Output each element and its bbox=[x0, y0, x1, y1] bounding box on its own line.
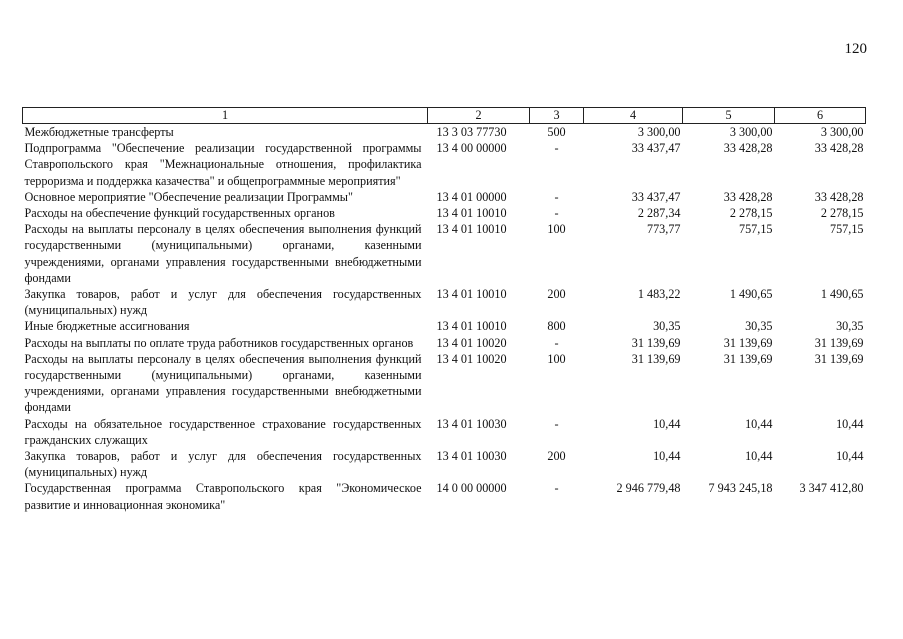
table-row bbox=[23, 480, 866, 512]
table-row bbox=[23, 416, 866, 448]
row-code: 13 4 01 10020 bbox=[436, 335, 507, 350]
row-value-3: 10,44 bbox=[836, 416, 864, 431]
row-value-1: 30,35 bbox=[653, 319, 681, 334]
row-value-3: 1 490,65 bbox=[820, 287, 864, 302]
row-expense-type: 800 bbox=[547, 319, 566, 334]
row-value-3: 33 428,28 bbox=[814, 141, 864, 156]
row-code: 13 4 01 00000 bbox=[436, 189, 507, 204]
row-name: Закупка товаров, работ и услуг для обеспечения государственных (муниципальных) нужд bbox=[24, 287, 422, 318]
row-name: Межбюджетные трансферты bbox=[24, 125, 174, 139]
row-code: 14 0 00 00000 bbox=[436, 481, 507, 496]
row-value-3: 2 278,15 bbox=[820, 206, 864, 221]
row-value-2: 10,44 bbox=[745, 416, 773, 431]
table-row bbox=[23, 205, 866, 221]
table-row bbox=[23, 335, 866, 351]
row-value-1: 10,44 bbox=[653, 449, 681, 464]
row-expense-type: 200 bbox=[547, 287, 566, 302]
row-value-2: 1 490,65 bbox=[729, 287, 773, 302]
column-header-1: 1 bbox=[23, 108, 428, 124]
row-value-3: 757,15 bbox=[829, 222, 864, 237]
row-value-2: 3 300,00 bbox=[729, 125, 773, 139]
row-code: 13 4 01 10010 bbox=[436, 319, 507, 334]
column-header-5: 5 bbox=[683, 108, 775, 124]
row-expense-type: - bbox=[554, 141, 559, 156]
row-value-1: 33 437,47 bbox=[631, 141, 681, 156]
row-expense-type: - bbox=[554, 206, 559, 221]
table-row bbox=[23, 351, 866, 416]
row-value-1: 2 287,34 bbox=[637, 206, 681, 221]
row-name: Расходы на обеспечение функций государственных органов bbox=[24, 206, 335, 221]
row-value-2: 31 139,69 bbox=[723, 335, 773, 350]
table-row bbox=[23, 140, 866, 189]
row-expense-type: - bbox=[554, 335, 559, 350]
table-row bbox=[23, 124, 866, 141]
table-row bbox=[23, 286, 866, 318]
row-value-2: 757,15 bbox=[738, 222, 773, 237]
column-header-6: 6 bbox=[775, 108, 866, 124]
row-code: 13 4 01 10010 bbox=[436, 287, 507, 302]
row-value-2: 7 943 245,18 bbox=[708, 481, 773, 496]
row-value-2: 30,35 bbox=[745, 319, 773, 334]
page-number: 120 bbox=[844, 41, 867, 57]
row-code: 13 4 01 10030 bbox=[436, 449, 507, 464]
row-value-3: 10,44 bbox=[836, 449, 864, 464]
row-value-1: 31 139,69 bbox=[631, 335, 681, 350]
row-value-3: 33 428,28 bbox=[814, 189, 864, 204]
row-value-2: 33 428,28 bbox=[723, 189, 773, 204]
row-value-1: 1 483,22 bbox=[637, 287, 681, 302]
column-header-3: 3 bbox=[530, 108, 584, 124]
row-name: Основное мероприятие "Обеспечение реализации Программы" bbox=[24, 189, 353, 204]
table-row bbox=[23, 189, 866, 205]
row-expense-type: 100 bbox=[547, 222, 566, 237]
row-value-1: 31 139,69 bbox=[631, 351, 681, 366]
row-value-3: 3 300,00 bbox=[820, 125, 864, 139]
row-code: 13 4 00 00000 bbox=[436, 141, 507, 156]
row-value-1: 3 300,00 bbox=[637, 125, 681, 139]
row-value-3: 3 347 412,80 bbox=[799, 481, 864, 496]
row-name: Расходы на выплаты персоналу в целях обеспечения выполнения функций государственными (муниципальными) органами, казенными учреждениями, органами управления государственными внебюджетными фондами bbox=[24, 351, 422, 415]
row-name: Государственная программа Ставропольского края "Экономическое развитие и инновационная экономика" bbox=[24, 481, 422, 512]
row-value-2: 31 139,69 bbox=[723, 351, 773, 366]
table-row bbox=[23, 318, 866, 334]
row-value-2: 33 428,28 bbox=[723, 141, 773, 156]
budget-table bbox=[22, 107, 866, 513]
row-name: Подпрограмма "Обеспечение реализации государственной программы Ставропольского края "Межнациональные отношения, профилактика терроризма и поддержка казачества" и общепрограммные мероприятия" bbox=[24, 141, 422, 188]
column-header-4: 4 bbox=[584, 108, 683, 124]
row-value-2: 2 278,15 bbox=[729, 206, 773, 221]
row-value-1: 10,44 bbox=[653, 416, 681, 431]
row-value-3: 31 139,69 bbox=[814, 335, 864, 350]
row-value-1: 2 946 779,48 bbox=[616, 481, 681, 496]
row-name: Расходы на выплаты персоналу в целях обеспечения выполнения функций государственными (муниципальными) органами, казенными учреждениями, органами управления государственными внебюджетными фондами bbox=[24, 222, 422, 285]
row-value-1: 33 437,47 bbox=[631, 189, 681, 204]
table-row bbox=[23, 221, 866, 286]
row-code: 13 4 01 10020 bbox=[436, 351, 507, 366]
row-expense-type: 500 bbox=[547, 125, 566, 139]
row-expense-type: 100 bbox=[547, 351, 566, 366]
column-header-2: 2 bbox=[428, 108, 530, 124]
row-code: 13 4 01 10010 bbox=[436, 222, 507, 237]
row-name: Закупка товаров, работ и услуг для обеспечения государственных (муниципальных) нужд bbox=[24, 449, 422, 480]
row-name: Расходы на выплаты по оплате труда работников государственных органов bbox=[24, 335, 414, 350]
row-value-2: 10,44 bbox=[745, 449, 773, 464]
row-value-3: 30,35 bbox=[836, 319, 864, 334]
row-code: 13 4 01 10010 bbox=[436, 206, 507, 221]
table-row bbox=[23, 448, 866, 480]
row-name: Расходы на обязательное государственное страхование государственных гражданских служащих bbox=[24, 416, 422, 447]
row-expense-type: - bbox=[554, 416, 559, 431]
table-header-row bbox=[23, 108, 866, 124]
row-value-3: 31 139,69 bbox=[814, 351, 864, 366]
row-expense-type: - bbox=[554, 189, 559, 204]
row-expense-type: 200 bbox=[547, 449, 566, 464]
row-value-1: 773,77 bbox=[646, 222, 681, 237]
row-name: Иные бюджетные ассигнования bbox=[24, 319, 190, 334]
row-code: 13 4 01 10030 bbox=[436, 416, 507, 431]
row-expense-type: - bbox=[554, 481, 559, 496]
row-code: 13 3 03 77730 bbox=[436, 125, 507, 139]
